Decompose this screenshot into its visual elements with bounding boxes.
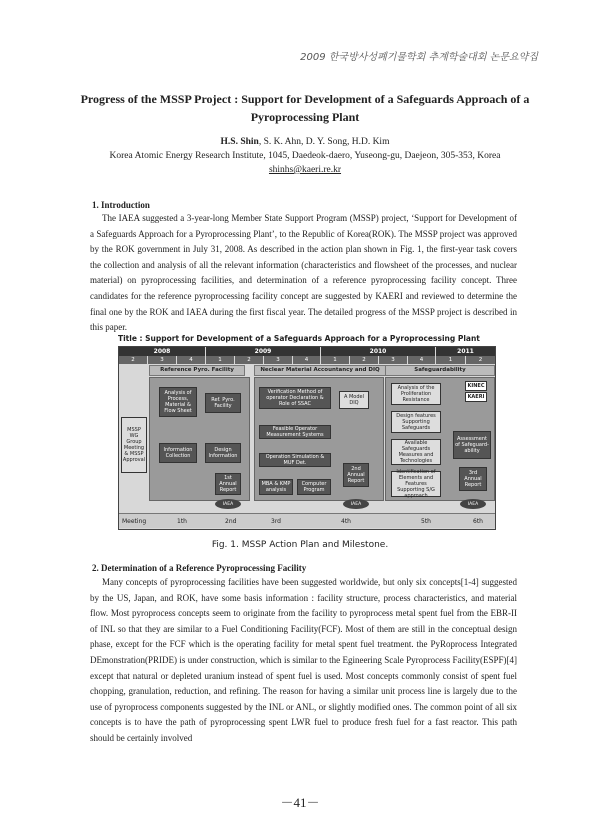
iaea-review-3: IAEA xyxy=(460,499,486,509)
introduction-text: The IAEA suggested a 3-year-long Member State Support Program (MSSP) project, ‘Support for Development of a Safeguards Approach for a Pyroprocessing Plant’, to the Republic of Korea(ROK). The MSSP project was approved by the ROK government in July 31, 2008. As described in the action plan shown in Fig. 1, the first-year task covers the collection and analysis of all the relevant information (characteristics and flowsheet of the processes, and nuclear material) on pyroprocessing facilities, and determination of a reference pyroprocessing facility concept. Three candidates for the reference pyroprocessing facility concept are suggested by KAERI and reviewed to determine the final one by the ROK and IAEA during the first fiscal year. The detailed progress of the MSSP project is described in this paper. xyxy=(90,213,517,333)
year-2008: 2008 xyxy=(119,347,205,356)
affiliation: Korea Atomic Energy Research Institute, 1045, Daedeok-daero, Yuseong-gu, Daejeon, 305-353, Korea xyxy=(109,151,501,161)
reference-facility-paragraph xyxy=(90,575,517,747)
third-report-box: 3rd Annual Report xyxy=(459,467,487,491)
phase-safeguardability: Safeguardability xyxy=(385,365,495,376)
design-features-box: Design features Supporting Safeguards xyxy=(391,411,441,433)
quarter: 1 xyxy=(436,356,465,364)
operation-simulation-box: Operation Simulation & MUF Det. xyxy=(259,453,331,467)
meeting-label: Meeting xyxy=(122,518,147,525)
quarter: 4 xyxy=(408,356,435,364)
email-link[interactable]: shinhs@kaeri.re.kr xyxy=(268,165,342,175)
quarter: 2 xyxy=(350,356,378,364)
paper-title: Progress of the MSSP Project : Support for Development of a Safeguards Approach of a Pyroprocessing Plant xyxy=(80,92,530,124)
computer-program-box: Computer Program xyxy=(297,479,331,495)
author-block xyxy=(60,135,550,177)
figure-title: Title : Support for Development of a Safeguards Approach for a Pyroprocessing Plant xyxy=(118,334,480,343)
figure-caption: Fig. 1. MSSP Action Plan and Milestone. xyxy=(211,540,389,550)
model-diq-box: A Model DIQ xyxy=(339,391,369,409)
verification-method-box: Verification Method of operator Declaration & Role of SSAC xyxy=(259,387,331,409)
quarter: 2 xyxy=(119,356,147,364)
year-2010: 2010 xyxy=(321,347,435,356)
quarter: 2 xyxy=(235,356,263,364)
year-2011: 2011 xyxy=(436,347,495,356)
proliferation-box: Analysis of the Proliferation Resistance xyxy=(391,383,441,405)
conference-header: 2009 한국방사성폐기물학회 추계학술대회 논문요약집 xyxy=(300,52,538,63)
section-heading-reference-facility: 2. Determination of a Reference Pyroprocessing Facility xyxy=(92,563,307,573)
mba-kmp-box: MBA & KMP analysis xyxy=(259,479,293,495)
quarter: 3 xyxy=(148,356,176,364)
mssp-approval-box: MSSP WG Group Meeting & MSSP Approval xyxy=(121,417,147,473)
year-2009: 2009 xyxy=(206,347,320,356)
measurement-systems-box: Feasible Operator Measurement Systems xyxy=(259,425,331,439)
identification-box: Identification of Elements and Features Supporting S/G approach xyxy=(391,471,441,497)
design-info-box: Design Information xyxy=(205,443,241,463)
first-report-box: 1st Annual Report xyxy=(215,473,241,495)
kinec-logo: KINEC xyxy=(465,381,487,391)
meeting-2: 2nd xyxy=(225,518,237,525)
available-measures-box: Available Safeguards Measures and Technologies xyxy=(391,439,441,465)
quarter: 1 xyxy=(321,356,349,364)
assessment-box: Assessment of Safeguard-ability xyxy=(453,431,491,459)
meeting-5: 5th xyxy=(421,518,431,525)
meeting-timeline xyxy=(119,513,495,528)
reference-facility-text: Many concepts of pyroprocessing facilities have been suggested worldwide, but only six concepts[1-4] suggested by the US, Japan, and ROK, have some basis information : facility structure, process characteristics, and material flow. Most pyroprocess concepts seem to originate from the facility to pyroprocess metal spent fuel from the EBR-II of INL so that they are similar to a Fuel Conditioning Facility(FCF). Most of them are still in the conceptual design phase, except for the FCF which is the operating facility for metal spent fuel treatment. the PyRoprocess Integrated DEmonstration(PRIDE) is under construction, which is similar to the Egineering Scale Pyroprocess Facility(ESPF)[4] except that natural or depleted uranium instead of spent fuel is used. Most concepts commonly consist of spent fuel chopping, granulation, reduction, and refining. The reason for having a similar unit process line is largely due to the use of pyroprocess components suggested by the INL or ANL, or slightly modified ones. The common point of all six concepts is to have the path of pyroprocessing spent LWR fuel to produce fresh fuel for a fast reactor. This path should be certainly involved xyxy=(90,577,517,743)
quarter: 4 xyxy=(293,356,320,364)
meeting-1: 1th xyxy=(177,518,187,525)
meeting-6: 6th xyxy=(473,518,483,525)
author-names xyxy=(60,135,550,149)
kaeri-logo: KAERI xyxy=(465,392,487,402)
phase-reference-facility: Reference Pyro. Facility xyxy=(149,365,245,376)
analysis-box: Analysis of Process, Material & Flow Sheet xyxy=(159,387,197,417)
quarter: 3 xyxy=(379,356,407,364)
quarter: 1 xyxy=(206,356,234,364)
meeting-4: 4th xyxy=(341,518,351,525)
quarter: 4 xyxy=(177,356,205,364)
lead-author: H.S. Shin xyxy=(220,137,259,147)
iaea-review-1: IAEA xyxy=(215,499,241,509)
ref-facility-box: Ref. Pyro. Facility xyxy=(205,393,241,413)
meeting-3: 3rd xyxy=(271,518,281,525)
action-plan-diagram xyxy=(118,346,496,530)
info-collection-box: Information Collection xyxy=(159,443,197,463)
page-number: －41－ xyxy=(280,795,320,810)
quarter: 3 xyxy=(264,356,292,364)
iaea-review-2: IAEA xyxy=(343,499,369,509)
figure-1 xyxy=(118,334,496,530)
quarter: 2 xyxy=(466,356,495,364)
introduction-paragraph xyxy=(90,211,517,336)
second-report-box: 2nd Annual Report xyxy=(343,463,369,487)
section-heading-introduction: 1. Introduction xyxy=(92,200,150,210)
co-authors: , S. K. Ahn, D. Y. Song, H.D. Kim xyxy=(258,137,390,147)
phase-material-accountancy: Neclear Material Accountancy and DIQ xyxy=(254,365,386,376)
